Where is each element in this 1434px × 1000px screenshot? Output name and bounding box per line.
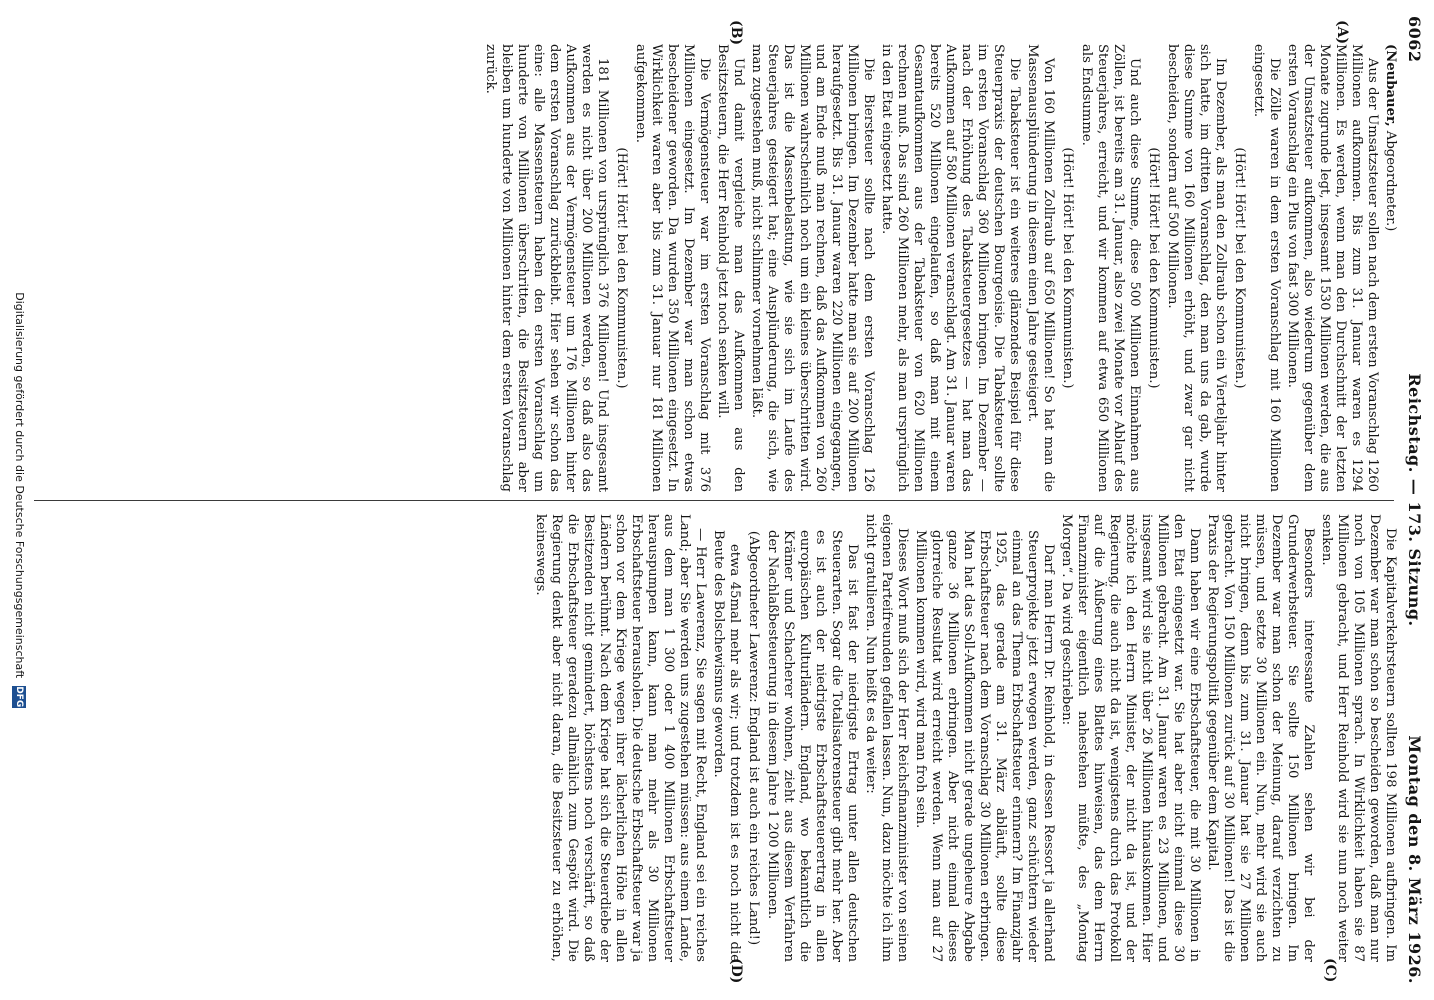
quotation: etwa 45mal mehr als wir; und trotzdem ist es noch nicht die Beute des Bolschewismus geworden. (711, 530, 742, 962)
paragraph: Die Vermögensteuer war im ersten Voranschlag mit 376 Millionen eingesetzt. Im Dezember war man schon etwas bescheidener geworden. Da wurden 350 Millionen eingesetzt. In Wirklichkeit waren aber bis zum 31. Januar nur 181 Millionen aufgekommen. (633, 44, 712, 492)
speaker-line (1382, 44, 1398, 492)
interjection: (Hört! Hört! bei den Kommunisten.) (1060, 147, 1075, 389)
left-text-column (28, 44, 1398, 492)
margin-marker-b: (B) (728, 20, 744, 46)
interjection: (Hört! Hört! bei den Kommunisten.) (1146, 147, 1161, 389)
right-text-column (28, 514, 1398, 962)
paragraph: Aus der Umsatzsteuer sollen nach dem ersten Voranschlag 1260 Millionen aufkommen. Bis zum 31. Januar waren es 1294 Millionen. Es werden, wenn man den Durchschnitt der letzten Monate zugrunde legt, insgesamt 1530 Millionen werden, die aus der Umsatzsteuer aufkommen, also wiederum gegenüber dem ersten Voranschlag ein Plus von fast 300 Millionen. (1285, 44, 1380, 492)
margin-marker-a: (A) (1334, 20, 1350, 45)
interjection: (Hört! Hört! bei den Kommunisten.) (1232, 147, 1247, 389)
paragraph: Die Biersteuer sollte nach dem ersten Voranschlag 126 Millionen bringen. Im Dezember hatte man sie auf 200 Millionen heraufgesetzt. Bis 31. Januar waren 220 Millionen eingegangen, und am Ende muß man rechnen, daß das Aufkommen von 260 Millionen wahrscheinlich noch um ein kleines überschritten wird. Das ist die Massenbelastung, wie sie sich im Laufe des Steuerjahres gesteigert hat; eine Ausplünderung, die sich, wie man zugestehen muß, nicht schlimmer vornehmen läßt. (749, 44, 876, 492)
paragraph: Und auch diese Summe, diese 500 Millionen Einnahmen aus Zöllen, ist bereits am 31. Januar, also zwei Monate vor Ablauf des Steuerjahres, erreicht, und wir kommen auf etwa 650 Millionen als Endsumme. (1079, 44, 1142, 492)
quotation: Das ist fast der niedrigste Ertrag unter allen deutschen Steuerarten. Sogar die Totalisatorensteuer gibt mehr her. Aber es ist auch der niedrigste Erbschaftsteuerertrag in allen europäischen Kulturländern. England, wo bekanntlich die Krämer und Schacherer wohnen, zieht aus diesem Verfahren der Nachlaßbesteuerung in diesem Jahre 1 200 Millionen. (765, 530, 860, 962)
column-divider (34, 500, 1394, 501)
paragraph: 181 Millionen von ursprünglich 376 Millionen! Und insgesamt werden es nicht über 200 Millionen werden, so daß also das Aufkommen aus der Vermögensteuer um 176 Millionen hinter dem ersten Voranschlag zurückbleibt. Hier sehen wir schon das eine: alle Massensteuern haben den ersten Voranschlag um hunderte von Millionen überschritten, die Besitzsteuern aber bleiben um hunderte von Millionen hinter dem ersten Voranschlag zurück. (483, 44, 610, 492)
quotation: Darf man Herrn Dr. Reinhold, in dessen Ressort ja allerhand Steuerprojekte jetzt erwogen werden, ganz schüchtern wieder einmal an das Thema Erbschaftsteuer erinnern? Im Finanzjahr 1925, das gerade am 31. März abläuft, sollte diese Erbschaftsteuer nach dem Voranschlag 30 Millionen erbringen. Man hat das Soll-Aufkommen nicht gerade ungeheure Abgabe ganze 36 Millionen erbringen. Aber nicht einmal dieses glorreiche Resultat wird erreicht werden. Wenn man auf 27 Millionen kommen wird, wird man froh sein. (913, 530, 1056, 962)
interjection: (Hört! Hört! bei den Kommunisten.) (614, 147, 629, 389)
interjection: (Abgeordneter Lawerenz: England ist auch ein reiches Land!) (746, 530, 761, 946)
paragraph: Die Tabaksteuer ist ein weiteres glänzendes Beispiel für diese Steuerpraxis der deutschen Bourgeoisie. Die Tabaksteuer sollte im ersten Voranschlag 360 Millionen bringen. Im Dezember — nach der Erhöhung des Tabaksteuergesetzes — hat man das Aufkommen auf 580 Millionen veranschlagt. Am 31. Januar waren bereits 520 Millionen eingelaufen, so daß man mit einem Gesamtaufkommen aus der Tabaksteuer von 620 Millionen rechnen muß. Das sind 260 Millionen mehr, als man ursprünglich in den Etat eingesetzt hatte. (879, 44, 1022, 492)
paragraph: Im Dezember, als man den Zollraub schon ein Vierteljahr hinter sich hatte, im dritten Voranschlag, den man uns da gab, wurde diese Summe von 160 Millionen erhöht, und zwar gar nicht bescheiden, sondern auf 500 Millionen. (1165, 44, 1228, 492)
paragraph: — Herr Lawerenz, Sie sagen mit Recht, England sei ein reiches Land; aber Sie werden uns zugestehen müssen: aus einem Lande, aus dem man 1 300 oder 1 400 Millionen Erbschaftsteuer herauspumpen kann, kann man mehr als 30 Millionen Erbschaftsteuer herausholen. Die deutsche Erbschaftsteuer war ja schon vor dem Kriege wegen ihrer lächerlichen Höhe in allen Ländern berühmt. Nach dem Kriege hat sich die Steuerdiebe der Besitzenden nicht gemindert, höchstens noch verschärft, so daß die Erbschaftsteuer geradezu allmählich zum Gespött wird. Die Regierung denkt aber nicht daran, die Besitzsteuer zu erhöhen, keineswegs. (533, 514, 708, 962)
speaker-name: (Neubauer, (1383, 44, 1398, 127)
margin-marker-c: (C) (1322, 958, 1338, 983)
paragraph: Dieses Wort muß sich der Herr Reichsfinanzminister von seinen eigenen Parteifreunden gefallen lassen. Nun, dazu möchte ich ihm nicht gratulieren. Nun heißt es da weiter: (863, 514, 910, 962)
speaker-role: Abgeordneter.) (1383, 126, 1398, 232)
session-date: Montag den 8. März 1926. (1405, 735, 1424, 984)
page-header (1400, 16, 1426, 984)
paragraph: Von 160 Millionen Zollraub auf 650 Millionen! So hat man die Massenausplünderung in diesem einen Jahre gesteigert. (1025, 44, 1056, 492)
paragraph: Dann haben wir eine Erbschaftsteuer, die mit 30 Millionen in den Etat eingesetzt war. Sie hat aber nicht einmal diese 30 Millionen gebracht. Am 31. Januar waren es 23 Millionen, und insgesamt wird sie nicht über 26 Millionen hinauskommen. Hier möchte ich den Herrn Minister, der nicht da ist, und der Regierung, die auch nicht da ist, wenigstens durch das Protokoll auf die Äußerung eines Blattes hinweisen, das dem Herrn Finanzminister eigentlich nahestehen müßte, des „Montag Morgen“. Da wird geschrieben: (1059, 514, 1202, 962)
dfg-logo: DFG (14, 686, 24, 708)
paragraph: Und damit vergleiche man das Aufkommen aus den Besitzsteuern, die Herr Reinhold jetzt noch senken will. (715, 44, 746, 492)
footer-text: Digitalisierung gefördert durch die Deutsche Forschungsgemeinschaft (13, 292, 26, 679)
paragraph: Besonders interessante Zahlen sehen wir bei der Grunderwerbsteuer. Sie sollte 150 Millionen bringen. Im Dezember war man schon der Meinung, darauf verzichten zu müssen, und setzte 30 Millionen ein. Nun, mehr wird sie auch nicht bringen, denn bis zum 31. Januar hat sie 27 Millionen gebracht. Von 150 Millionen zurück auf 30 Millionen! Das ist die Praxis der Regierungspolitik gegenüber dem Kapital. (1205, 514, 1316, 962)
digitization-footer (4, 0, 26, 1000)
margin-marker-d: (D) (728, 958, 744, 984)
page-title: Reichstag. — 173. Sitzung. (1405, 373, 1424, 627)
page-number: 6062 (1405, 16, 1424, 63)
paragraph: Die Zölle waren in dem ersten Voranschlag mit 160 Millionen eingesetzt. (1251, 44, 1282, 492)
paragraph: Die Kapitalverkehrsteuern sollten 198 Millionen aufbringen. Im Dezember war man schon so bescheiden geworden, daß man nur noch von 105 Millionen sprach. In Wirklichkeit haben sie 87 Millionen gebracht, und Herr Reinhold wird sie nun noch weiter senken. (1319, 514, 1398, 962)
